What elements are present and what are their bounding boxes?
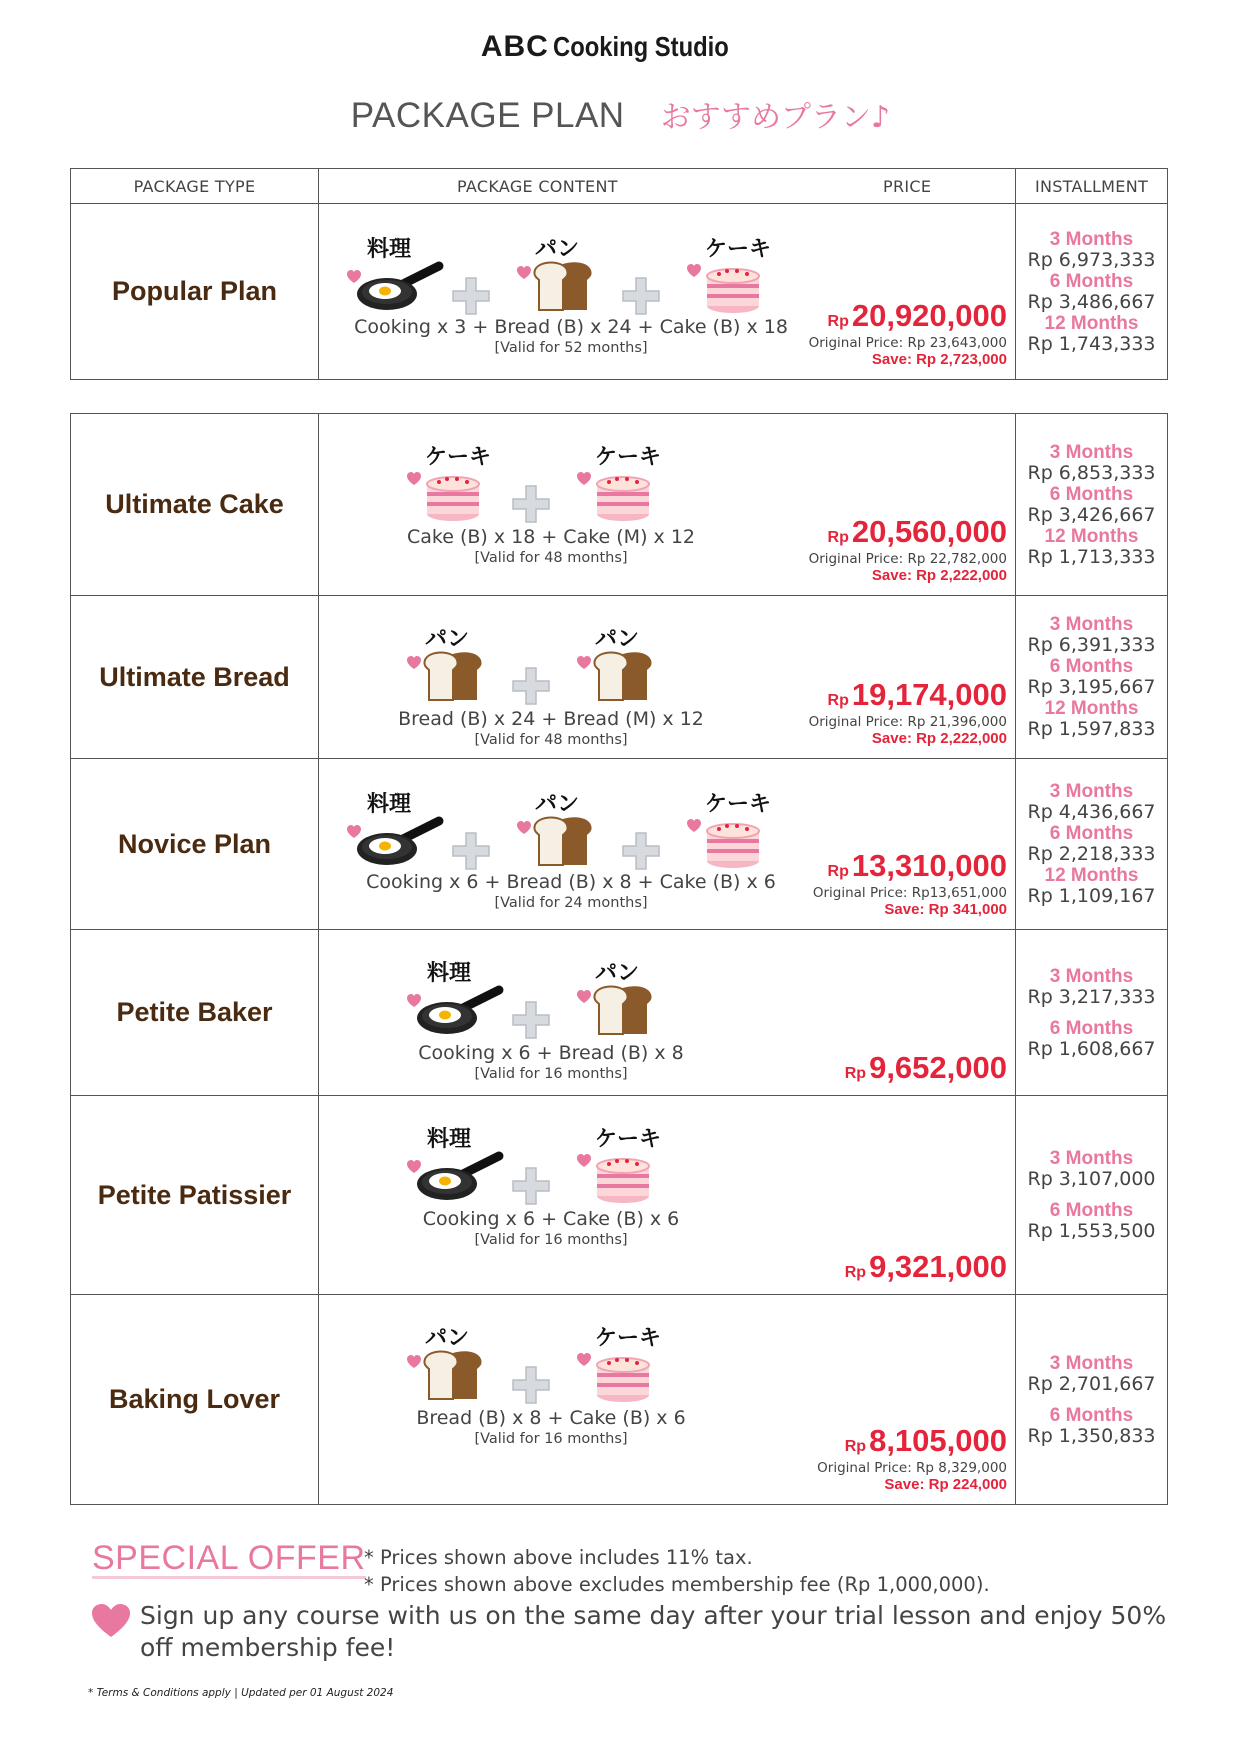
icon-label-cake: ケーキ (425, 445, 492, 470)
installment-months: 3 Months (1049, 1148, 1134, 1169)
bread-icon (407, 644, 487, 708)
bread-icon (407, 1343, 487, 1407)
savings: Save: Rp 341,000 (884, 901, 1007, 918)
savings: Save: Rp 2,222,000 (871, 567, 1007, 584)
package-content-cell (319, 596, 1016, 759)
bread-icon (577, 644, 657, 708)
installment-months: 3 Months (1049, 228, 1134, 250)
installment-amount: Rp 3,107,000 (1027, 1168, 1156, 1190)
plan-row-baking-lover (71, 1295, 1168, 1505)
price-value (845, 1249, 1007, 1285)
membership-note: * Prices shown above excludes membership fee (Rp 1,000,000). (364, 1573, 990, 1596)
savings: Save: Rp 2,222,000 (871, 730, 1007, 747)
package-content-cell (319, 1096, 1016, 1295)
installment-months: 6 Months (1049, 1200, 1134, 1221)
installment-cell (1016, 1295, 1168, 1505)
icon-label-bread: パン (425, 1326, 470, 1351)
icon-label-cake: ケーキ (595, 445, 662, 470)
price-box (809, 677, 1007, 747)
header-package-content: PACKAGE CONTENT (457, 177, 618, 196)
original-price: Original Price: Rp 8,329,000 (817, 1460, 1007, 1476)
icon-group-bread (517, 232, 597, 312)
frying-pan-icon (407, 1144, 507, 1208)
icon-label-cake: ケーキ (705, 237, 772, 262)
installment-months: 6 Months (1049, 1017, 1134, 1039)
installment-months: 6 Months (1049, 483, 1134, 505)
icon-group-cake (577, 1321, 662, 1401)
icon-group-cooking (347, 787, 427, 867)
heart-icon (92, 1604, 130, 1638)
price-amount: 8,105,000 (869, 1423, 1007, 1458)
header-content-price (319, 169, 1016, 204)
cake-icon (577, 1144, 657, 1208)
plan-row-ultimate-bread (71, 596, 1168, 759)
icon-label-cooking: 料理 (367, 792, 412, 817)
plus-icon (451, 831, 491, 875)
plan-name: Popular Plan (111, 276, 278, 306)
content-description: Cooking x 6 + Cake (B) x 6 (422, 1208, 680, 1230)
plan-name: Baking Lover (108, 1384, 281, 1414)
validity: [Valid for 48 months] (474, 732, 628, 748)
terms-note: * Terms & Conditions apply | Updated per 01 August 2024 (88, 1687, 394, 1699)
icon-label-cooking: 料理 (427, 961, 472, 986)
header-installment: INSTALLMENT (1016, 169, 1168, 204)
icon-group-cooking (407, 1122, 487, 1202)
plan-row-novice (71, 759, 1168, 930)
plan-name: Ultimate Cake (105, 489, 284, 519)
package-content-cell (319, 759, 1016, 930)
logo-cooking-studio: Cooking Studio (553, 31, 730, 62)
package-content-cell (319, 1295, 1016, 1505)
installment-amount: Rp 6,973,333 (1027, 248, 1156, 271)
special-offer-title: SPECIAL OFFER (92, 1539, 366, 1577)
icon-label-bread: パン (595, 627, 640, 652)
installment-cell (1016, 204, 1168, 380)
plan-row-popular (71, 204, 1168, 380)
icon-group-cake (577, 1122, 662, 1202)
savings: Save: Rp 2,723,000 (871, 351, 1007, 368)
icon-group-bread (517, 787, 597, 867)
installment-amount: Rp 3,486,667 (1027, 290, 1156, 313)
title-english: PACKAGE PLAN (350, 96, 625, 135)
installment-months: 3 Months (1049, 1352, 1134, 1374)
content-description: Cooking x 6 + Bread (B) x 8 + Cake (B) x 6 (366, 871, 776, 893)
savings: Save: Rp 224,000 (884, 1476, 1007, 1493)
plus-icon (511, 1365, 551, 1409)
frying-pan-icon (347, 254, 447, 318)
installment-cell (1016, 930, 1168, 1096)
currency-label: Rp (844, 1065, 867, 1082)
installment-cell (1016, 759, 1168, 930)
installment-months: 12 Months (1044, 525, 1139, 547)
price-amount: 20,920,000 (851, 298, 1007, 333)
validity: [Valid for 48 months] (474, 550, 628, 566)
plus-icon (511, 1166, 551, 1210)
signup-offer-text: Sign up any course with us on the same day after your trial lesson and enjoy 50% off membership fee! (140, 1601, 1167, 1662)
icon-label-bread: パン (535, 792, 580, 817)
icon-label-cake: ケーキ (595, 1326, 662, 1351)
icon-group-cooking (347, 232, 427, 312)
installment-amount: Rp 1,350,833 (1027, 1424, 1156, 1447)
validity: [Valid for 16 months] (474, 1431, 628, 1447)
installment-amount: Rp 1,743,333 (1027, 332, 1156, 355)
special-offer (92, 1540, 366, 1579)
installment-amount: Rp 3,217,333 (1027, 985, 1156, 1008)
installment-amount: Rp 3,195,667 (1027, 676, 1156, 698)
price-amount: 9,652,000 (869, 1050, 1007, 1085)
installment-amount: Rp 6,853,333 (1027, 461, 1156, 484)
icon-group-bread (577, 622, 657, 702)
table-header-row (71, 169, 1168, 204)
plan-name: Petite Patissier (97, 1179, 292, 1210)
plus-icon (451, 276, 491, 320)
installment-amount: Rp 2,701,667 (1027, 1372, 1156, 1395)
package-content-cell (319, 414, 1016, 596)
content-description: Bread (B) x 24 + Bread (M) x 12 (398, 708, 704, 730)
header-price: PRICE (883, 177, 932, 196)
package-type-cell (71, 1096, 319, 1295)
price-box (845, 1249, 1007, 1285)
price-value (809, 677, 1007, 713)
package-type-cell (71, 1295, 319, 1505)
installment-months: 12 Months (1044, 312, 1139, 334)
installment-months: 6 Months (1049, 270, 1134, 292)
title-japanese: おすすめプラン♪ (660, 100, 891, 135)
installment-amount: Rp 2,218,333 (1027, 843, 1156, 865)
icon-label-bread: パン (425, 627, 470, 652)
plan-name: Petite Baker (116, 997, 273, 1027)
price-amount: 13,310,000 (851, 848, 1007, 883)
icon-label-cake: ケーキ (595, 1127, 662, 1152)
installment-amount: Rp 6,391,333 (1027, 634, 1156, 656)
icon-label-bread: パン (595, 961, 640, 986)
installment-months: 3 Months (1049, 781, 1134, 802)
plan-row-petite-baker (71, 930, 1168, 1096)
price-box (809, 298, 1007, 368)
icon-label-cooking: 料理 (427, 1127, 472, 1152)
price-value (813, 848, 1007, 884)
bread-icon (517, 809, 597, 873)
package-content-cell (319, 930, 1016, 1096)
installment-months: 3 Months (1049, 614, 1134, 635)
installment-cell (1016, 414, 1168, 596)
icon-group-cake (407, 440, 492, 520)
installment-amount: Rp 1,597,833 (1027, 718, 1156, 740)
icon-label-cooking: 料理 (367, 237, 412, 262)
original-price: Original Price: Rp 22,782,000 (808, 551, 1007, 567)
frying-pan-icon (407, 978, 507, 1042)
icon-label-bread: パン (535, 237, 580, 262)
plus-icon (621, 276, 661, 320)
package-table-popular (70, 168, 1168, 380)
icon-group-bread (577, 956, 657, 1036)
validity: [Valid for 16 months] (474, 1232, 628, 1248)
installment-amount: Rp 1,608,667 (1027, 1037, 1156, 1060)
plan-name: Ultimate Bread (99, 661, 290, 692)
content-description: Cooking x 3 + Bread (B) x 24 + Cake (B) x 18 (354, 316, 788, 338)
content-description: Cooking x 6 + Bread (B) x 8 (418, 1042, 684, 1064)
currency-label: Rp (827, 313, 849, 330)
content-description: Bread (B) x 8 + Cake (B) x 6 (416, 1407, 686, 1429)
package-content-cell (319, 204, 1016, 380)
price-box (845, 1050, 1007, 1086)
installment-months: 12 Months (1044, 698, 1139, 719)
currency-label: Rp (844, 1438, 867, 1455)
page-title (0, 92, 1241, 136)
bread-icon (577, 978, 657, 1042)
plan-row-petite-patissier (71, 1096, 1168, 1295)
validity: [Valid for 52 months] (494, 340, 648, 356)
installment-amount: Rp 1,713,333 (1027, 545, 1156, 568)
installment-cell (1016, 1096, 1168, 1295)
cake-icon (687, 254, 767, 318)
icon-group-cake (687, 787, 772, 867)
plus-icon (511, 484, 551, 528)
icon-group-cooking (407, 956, 487, 1036)
price-value (845, 1050, 1007, 1086)
plan-name: Novice Plan (117, 828, 272, 859)
installment-amount: Rp 3,426,667 (1027, 503, 1156, 526)
icon-label-cake: ケーキ (705, 792, 772, 817)
installment-amount: Rp 1,109,167 (1027, 885, 1156, 907)
currency-label: Rp (844, 1264, 867, 1281)
package-table-others (70, 413, 1168, 1505)
price-notes (364, 1544, 990, 1598)
package-type-cell (71, 930, 319, 1096)
price-amount: 9,321,000 (869, 1249, 1007, 1284)
cake-icon (577, 462, 657, 526)
currency-label: Rp (827, 529, 849, 546)
icon-group-bread (407, 622, 487, 702)
cake-icon (687, 809, 767, 873)
price-value (809, 514, 1007, 550)
tax-note: * Prices shown above includes 11% tax. (364, 1546, 753, 1569)
price-value (809, 298, 1007, 334)
package-type-cell (71, 204, 319, 380)
content-description: Cake (B) x 18 + Cake (M) x 12 (406, 526, 695, 548)
original-price: Original Price: Rp13,651,000 (812, 885, 1007, 901)
price-box (809, 514, 1007, 584)
icon-group-bread (407, 1321, 487, 1401)
installment-amount: Rp 4,436,667 (1027, 801, 1156, 823)
plus-icon (621, 831, 661, 875)
price-box (813, 848, 1007, 918)
package-type-cell (71, 596, 319, 759)
installment-months: 3 Months (1049, 441, 1134, 463)
price-value (817, 1423, 1007, 1459)
installment-months: 3 Months (1049, 965, 1134, 987)
validity: [Valid for 16 months] (474, 1066, 628, 1082)
price-amount: 20,560,000 (851, 514, 1007, 549)
currency-label: Rp (827, 692, 849, 709)
plus-icon (511, 1000, 551, 1044)
price-box (817, 1423, 1007, 1493)
icon-group-cake (577, 440, 662, 520)
installment-months: 6 Months (1049, 823, 1134, 844)
validity: [Valid for 24 months] (494, 895, 648, 911)
plus-icon (511, 666, 551, 710)
package-type-cell (71, 414, 319, 596)
original-price: Original Price: Rp 21,396,000 (808, 714, 1007, 730)
installment-amount: Rp 1,553,500 (1027, 1220, 1156, 1242)
currency-label: Rp (827, 863, 849, 880)
cake-icon (407, 462, 487, 526)
installment-months: 6 Months (1049, 656, 1134, 677)
original-price: Original Price: Rp 23,643,000 (808, 335, 1007, 351)
plan-row-ultimate-cake (71, 414, 1168, 596)
bread-icon (517, 254, 597, 318)
cake-icon (577, 1343, 657, 1407)
installment-months: 12 Months (1044, 865, 1139, 886)
installment-months: 6 Months (1049, 1404, 1134, 1426)
logo-abc: ABC (480, 30, 549, 63)
frying-pan-icon (347, 809, 447, 873)
icon-group-cake (687, 232, 772, 312)
brand-logo (0, 30, 1241, 64)
header-package-type: PACKAGE TYPE (71, 169, 319, 204)
installment-cell (1016, 596, 1168, 759)
package-type-cell (71, 759, 319, 930)
price-amount: 19,174,000 (851, 677, 1007, 712)
